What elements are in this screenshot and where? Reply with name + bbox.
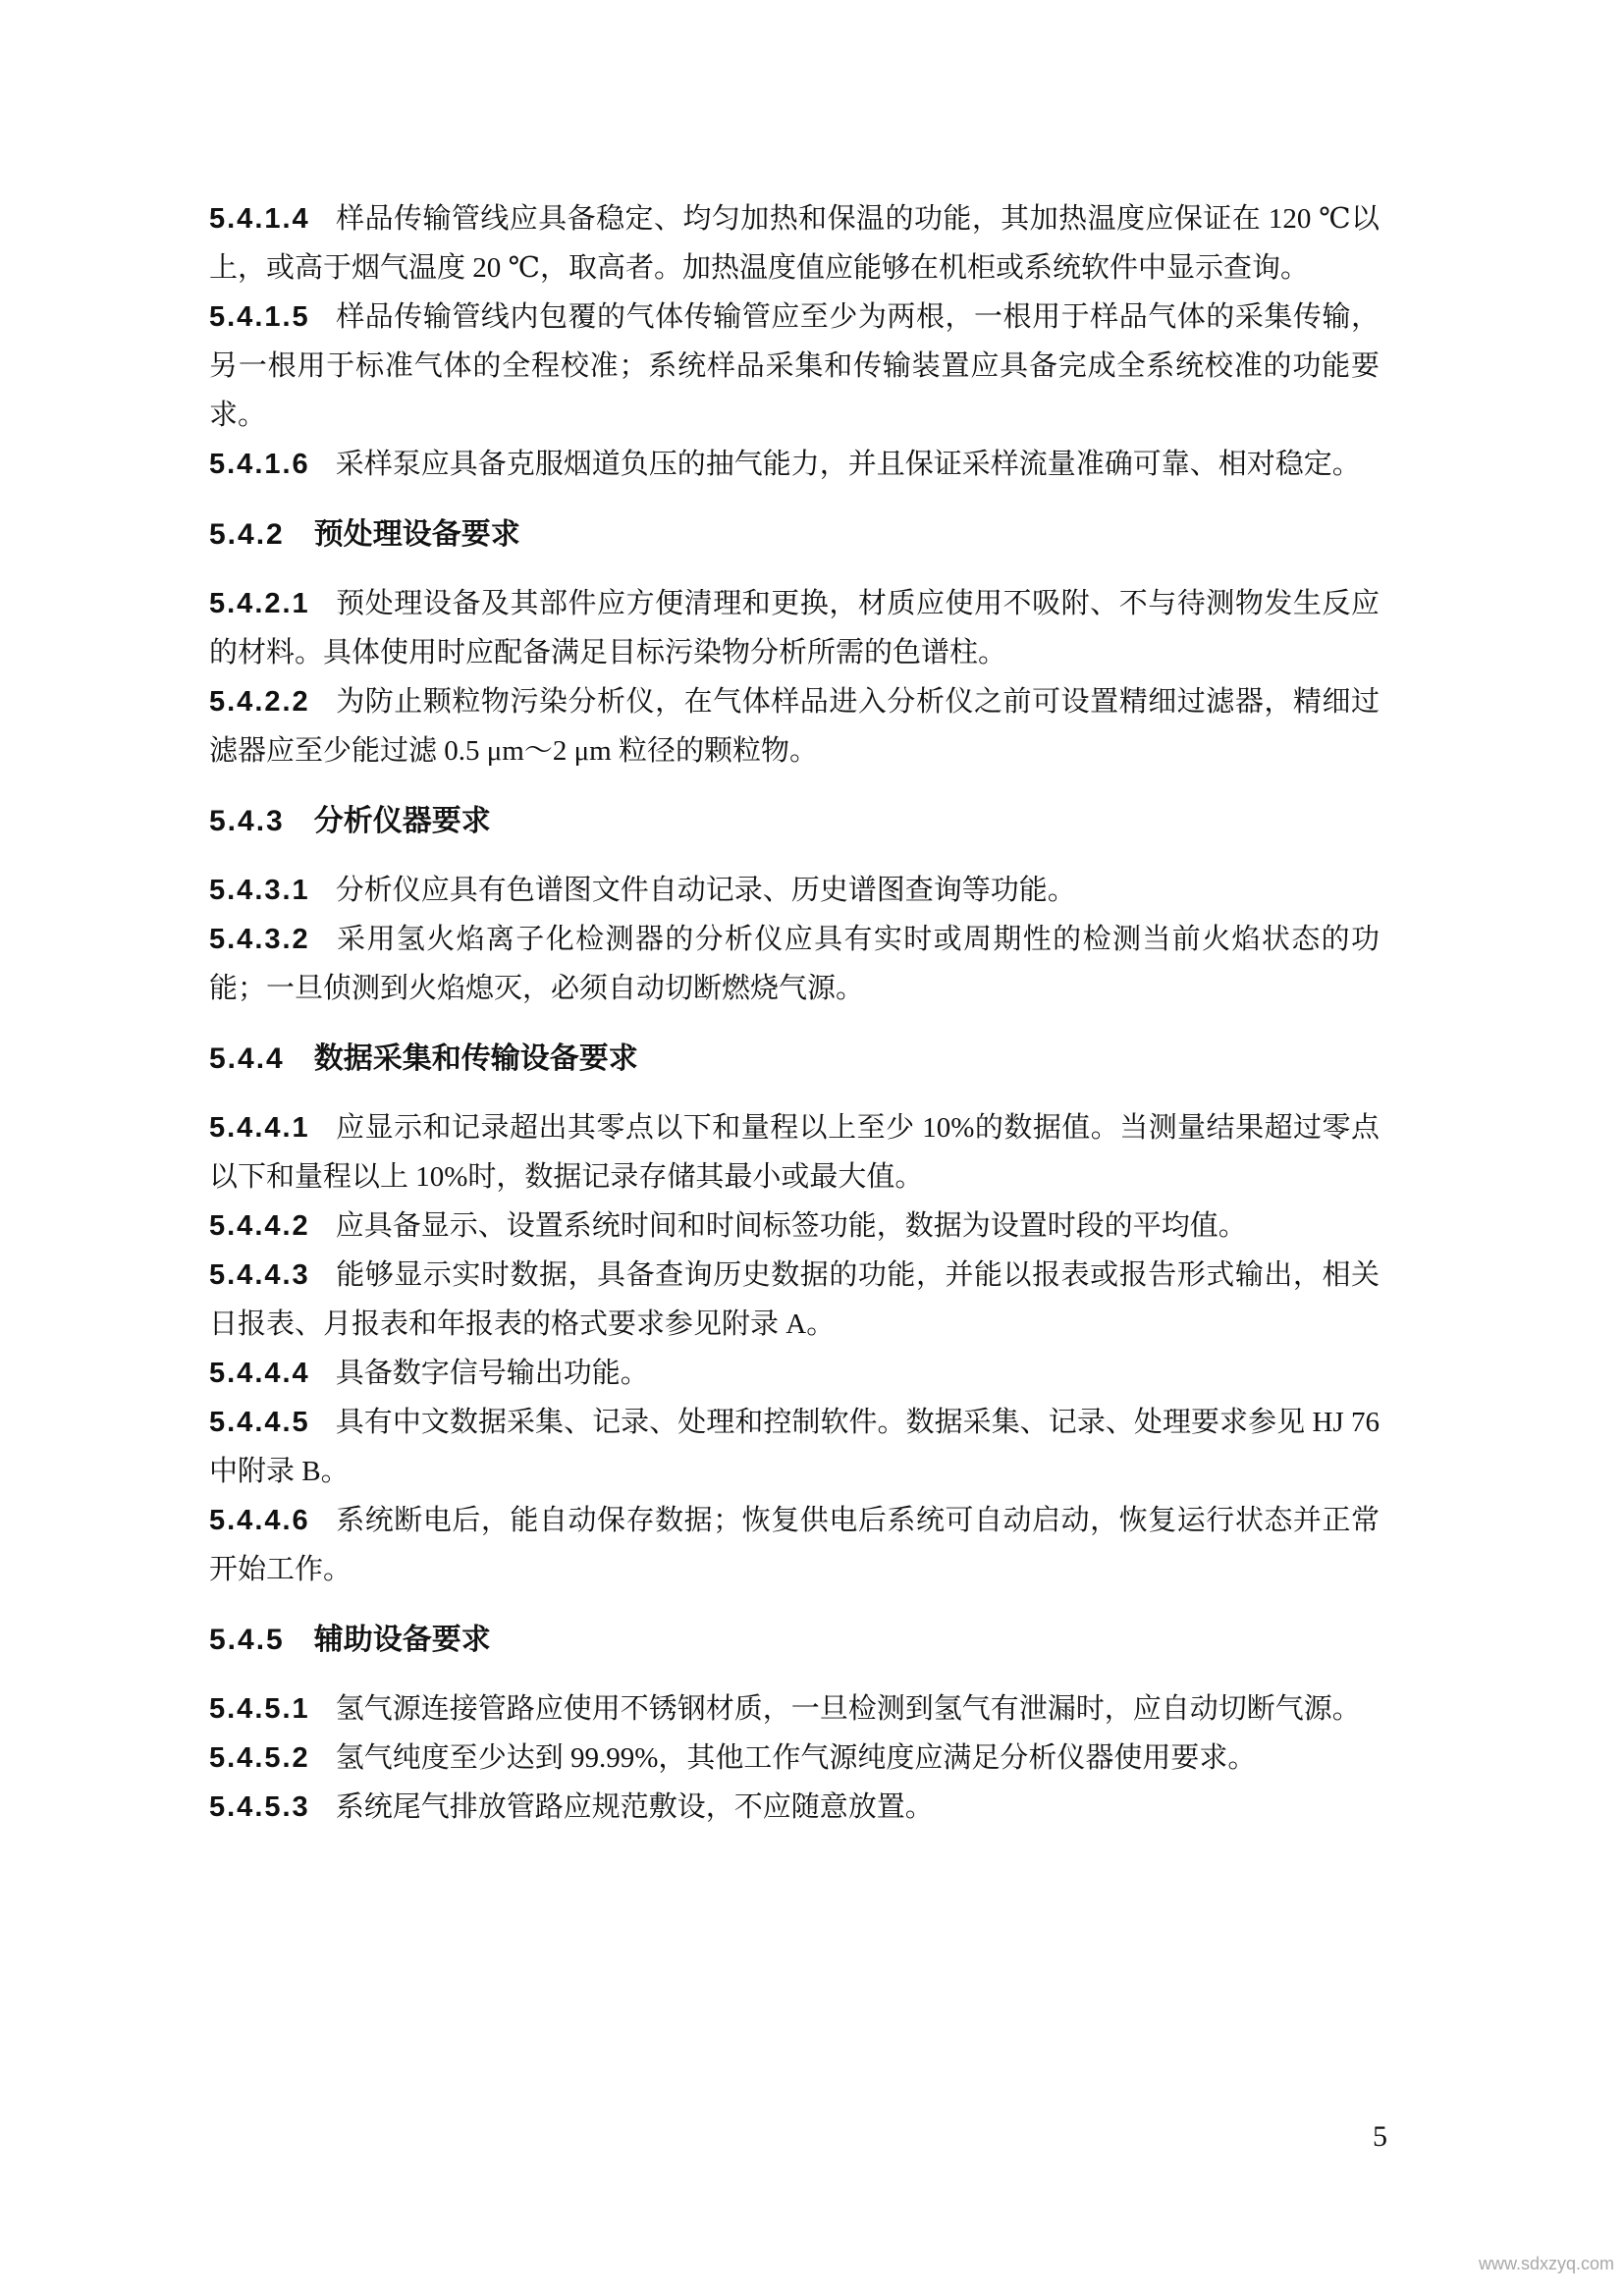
clause-number: 5.4.3 — [209, 805, 285, 837]
clause-number: 5.4.3.2 — [209, 924, 310, 955]
clause-paragraph — [209, 866, 1380, 915]
clause-paragraph — [209, 293, 1380, 440]
document-body — [209, 194, 1380, 1832]
clause-text: 分析仪应具有色谱图文件自动记录、历史谱图查询等功能。 — [335, 875, 1076, 906]
clause-paragraph — [209, 1251, 1380, 1349]
clause-number: 5.4.4.6 — [209, 1505, 310, 1536]
heading-text: 数据采集和传输设备要求 — [313, 1042, 638, 1075]
clause-paragraph — [209, 1496, 1380, 1594]
clause-number: 5.4.1.6 — [209, 449, 310, 480]
clause-text: 能够显示实时数据，具备查询历史数据的功能，并能以报表或报告形式输出，相关日报表、月报表和年报表的格式要求参见附录 A。 — [209, 1259, 1380, 1340]
clause-number: 5.4.4.5 — [209, 1407, 310, 1438]
clause-paragraph — [209, 1684, 1380, 1734]
clause-paragraph — [209, 1349, 1380, 1398]
clause-number: 5.4.4.3 — [209, 1259, 310, 1291]
clause-number: 5.4.5.3 — [209, 1791, 310, 1823]
page-number: 5 — [1373, 2120, 1387, 2153]
clause-paragraph — [209, 915, 1380, 1013]
clause-text: 预处理设备及其部件应方便清理和更换，材质应使用不吸附、不与待测物发生反应的材料。具体使用时应配备满足目标污染物分析所需的色谱柱。 — [209, 588, 1380, 668]
clause-number: 5.4.4.2 — [209, 1210, 310, 1242]
section-heading — [209, 1035, 1380, 1084]
clause-paragraph — [209, 1103, 1380, 1201]
clause-text: 具备数字信号输出功能。 — [335, 1358, 649, 1389]
clause-text: 应显示和记录超出其零点以下和量程以上至少 10%的数据值。当测量结果超过零点以下和量程以上 10%时，数据记录存储其最小或最大值。 — [209, 1112, 1380, 1193]
watermark: www.sdxzyq.com — [1478, 2254, 1614, 2273]
clause-number: 5.4.2.2 — [209, 686, 310, 718]
clause-paragraph — [209, 1734, 1380, 1783]
clause-text: 为防止颗粒物污染分析仪，在气体样品进入分析仪之前可设置精细过滤器，精细过滤器应至少能过滤 0.5 μm～2 μm 粒径的颗粒物。 — [209, 686, 1380, 767]
clause-text: 采用氢火焰离子化检测器的分析仪应具有实时或周期性的检测当前火焰状态的功能；一旦侦测到火焰熄灭，必须自动切断燃烧气源。 — [209, 924, 1380, 1004]
heading-text: 分析仪器要求 — [313, 805, 491, 837]
clause-number: 5.4.5 — [209, 1624, 285, 1656]
clause-number: 5.4.1.4 — [209, 203, 310, 235]
clause-paragraph — [209, 194, 1380, 293]
clause-number: 5.4.5.1 — [209, 1693, 310, 1725]
clause-number: 5.4.2.1 — [209, 588, 310, 619]
heading-text: 辅助设备要求 — [313, 1624, 491, 1656]
clause-paragraph — [209, 579, 1380, 677]
clause-text: 应具备显示、设置系统时间和时间标签功能，数据为设置时段的平均值。 — [335, 1210, 1247, 1242]
clause-paragraph — [209, 440, 1380, 489]
clause-number: 5.4.1.5 — [209, 301, 310, 333]
clause-text: 系统断电后，能自动保存数据；恢复供电后系统可自动启动，恢复运行状态并正常开始工作。 — [209, 1505, 1380, 1585]
section-heading — [209, 510, 1380, 560]
clause-number: 5.4.5.2 — [209, 1742, 310, 1774]
clause-text: 氢气纯度至少达到 99.99%，其他工作气源纯度应满足分析仪器使用要求。 — [335, 1742, 1257, 1774]
clause-number: 5.4.3.1 — [209, 875, 310, 906]
clause-paragraph — [209, 1783, 1380, 1832]
clause-text: 氢气源连接管路应使用不锈钢材质，一旦检测到氢气有泄漏时，应自动切断气源。 — [335, 1693, 1361, 1725]
clause-number: 5.4.4 — [209, 1042, 285, 1075]
clause-paragraph — [209, 1398, 1380, 1496]
clause-number: 5.4.4.4 — [209, 1358, 310, 1389]
clause-text: 系统尾气排放管路应规范敷设，不应随意放置。 — [335, 1791, 934, 1823]
clause-number: 5.4.4.1 — [209, 1112, 310, 1144]
section-heading — [209, 1616, 1380, 1665]
section-heading — [209, 797, 1380, 846]
clause-text: 样品传输管线内包覆的气体传输管应至少为两根，一根用于样品气体的采集传输，另一根用于标准气体的全程校准；系统样品采集和传输装置应具备完成全系统校准的功能要求。 — [209, 301, 1380, 431]
clause-text: 具有中文数据采集、记录、处理和控制软件。数据采集、记录、处理要求参见 HJ 76 中附录 B。 — [209, 1407, 1380, 1487]
clause-paragraph — [209, 677, 1380, 775]
clause-text: 样品传输管线应具备稳定、均匀加热和保温的功能，其加热温度应保证在 120 ℃以上，或高于烟气温度 20 ℃，取高者。加热温度值应能够在机柜或系统软件中显示查询。 — [209, 203, 1380, 284]
clause-number: 5.4.2 — [209, 518, 285, 551]
clause-paragraph — [209, 1201, 1380, 1251]
clause-text: 采样泵应具备克服烟道负压的抽气能力，并且保证采样流量准确可靠、相对稳定。 — [335, 449, 1361, 480]
heading-text: 预处理设备要求 — [313, 518, 520, 551]
